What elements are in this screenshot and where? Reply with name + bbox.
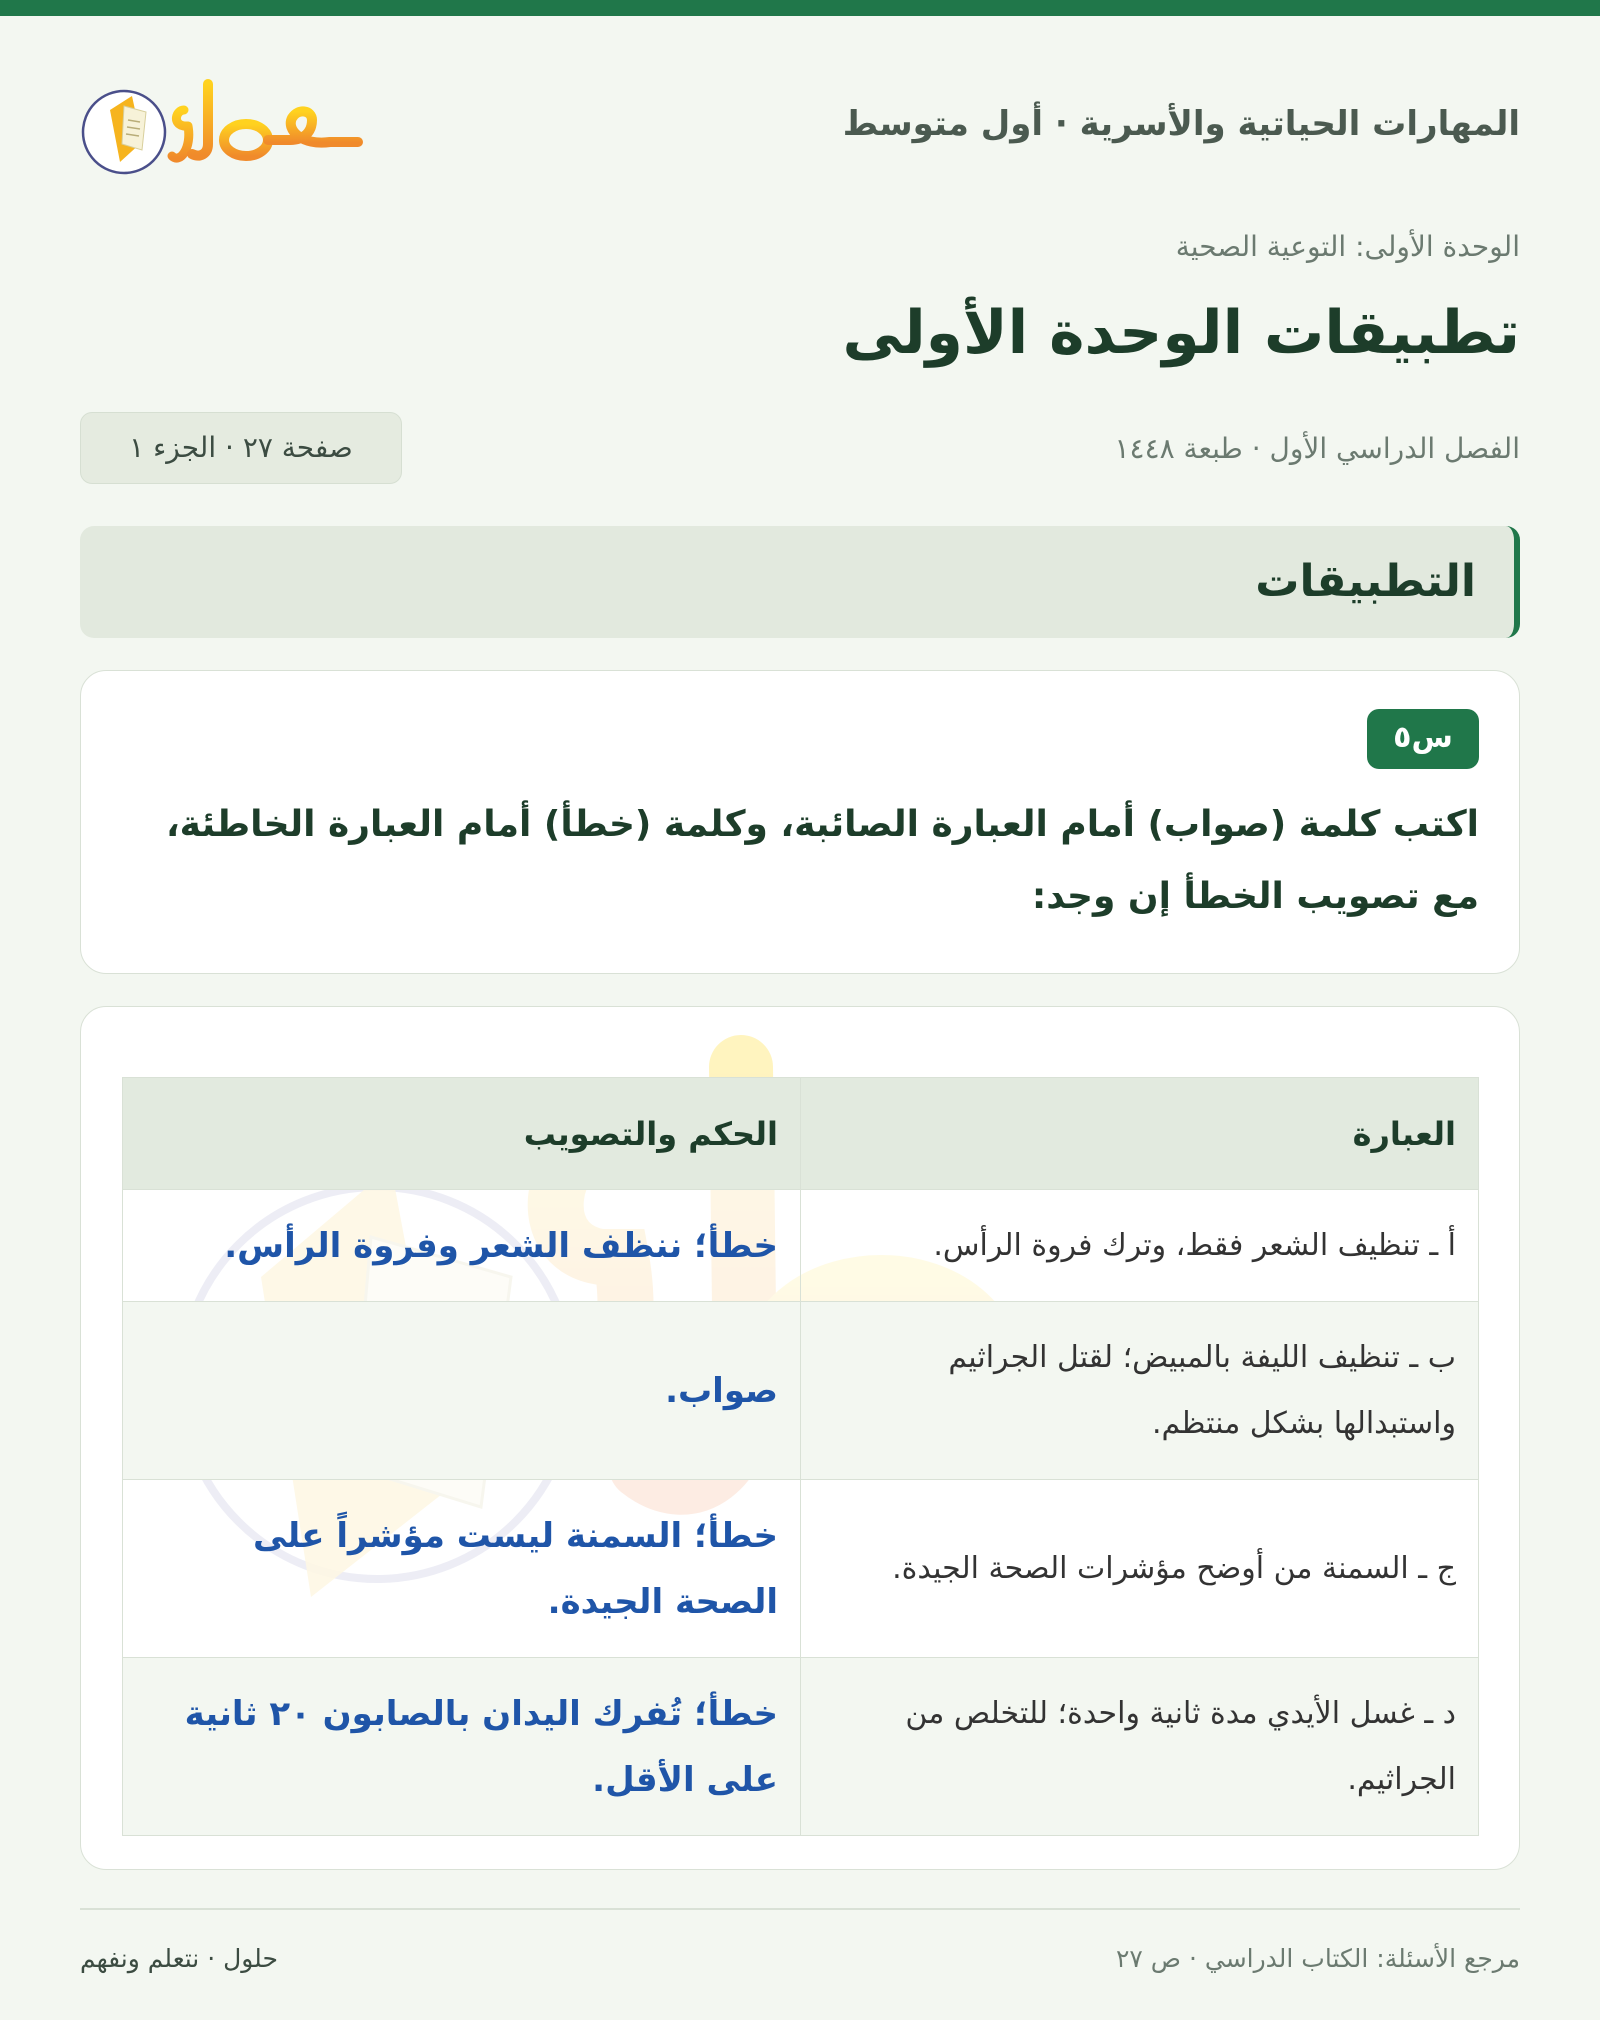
- statement-cell: ج ـ السمنة من أوضح مؤشرات الصحة الجيدة.: [801, 1480, 1479, 1658]
- column-header-answer: الحكم والتصويب: [123, 1078, 801, 1190]
- table-row: [123, 1302, 1479, 1480]
- semester-edition: الفصل الدراسي الأول · طبعة ١٤٤٨: [1114, 432, 1520, 465]
- page-number-badge: صفحة ٢٧ · الجزء ١: [80, 412, 402, 484]
- table-row: [123, 1480, 1479, 1658]
- question-card: [80, 670, 1520, 974]
- footer-reference: مرجع الأسئلة: الكتاب الدراسي · ص ٢٧: [1115, 1944, 1520, 1973]
- question-text: اكتب كلمة (صواب) أمام العبارة الصائبة، وكلمة (خطأ) أمام العبارة الخاطئة، مع تصويب الخطأ إن وجد:: [166, 804, 1479, 917]
- footer-brand: حلول · نتعلم ونفهم: [80, 1944, 278, 1973]
- statement-cell: ب ـ تنظيف الليفة بالمبيض؛ لقتل الجراثيم واستبدالها بشكل منتظم.: [801, 1302, 1479, 1480]
- answer-cell: صواب.: [123, 1302, 801, 1480]
- answers-card: [80, 1006, 1520, 1870]
- unit-label: الوحدة الأولى: التوعية الصحية: [1175, 230, 1520, 263]
- page-title: تطبيقات الوحدة الأولى: [842, 298, 1520, 368]
- table-header-row: [123, 1078, 1479, 1190]
- question-number-badge: س٥: [1367, 709, 1479, 769]
- answers-table: [122, 1077, 1479, 1836]
- statement-cell: د ـ غسل الأيدي مدة ثانية واحدة؛ للتخلص من الجراثيم.: [801, 1658, 1479, 1836]
- footer-divider: [80, 1908, 1520, 1910]
- top-accent-bar: [0, 0, 1600, 16]
- subject-title: المهارات الحياتية والأسرية · أول متوسط: [842, 104, 1520, 144]
- section-title: التطبيقات: [1255, 556, 1476, 607]
- table-row: [123, 1190, 1479, 1302]
- table-row: [123, 1658, 1479, 1836]
- section-header: [80, 526, 1520, 638]
- answer-cell: خطأ؛ السمنة ليست مؤشراً على الصحة الجيدة.: [123, 1480, 801, 1658]
- page-header: [80, 70, 1520, 180]
- hulul-logo: [80, 70, 370, 180]
- answer-cell: خطأ؛ ننظف الشعر وفروة الرأس.: [123, 1190, 801, 1302]
- column-header-statement: العبارة: [801, 1078, 1479, 1190]
- statement-cell: أ ـ تنظيف الشعر فقط، وترك فروة الرأس.: [801, 1190, 1479, 1302]
- answer-cell: خطأ؛ تُفرك اليدان بالصابون ٢٠ ثانية على الأقل.: [123, 1658, 801, 1836]
